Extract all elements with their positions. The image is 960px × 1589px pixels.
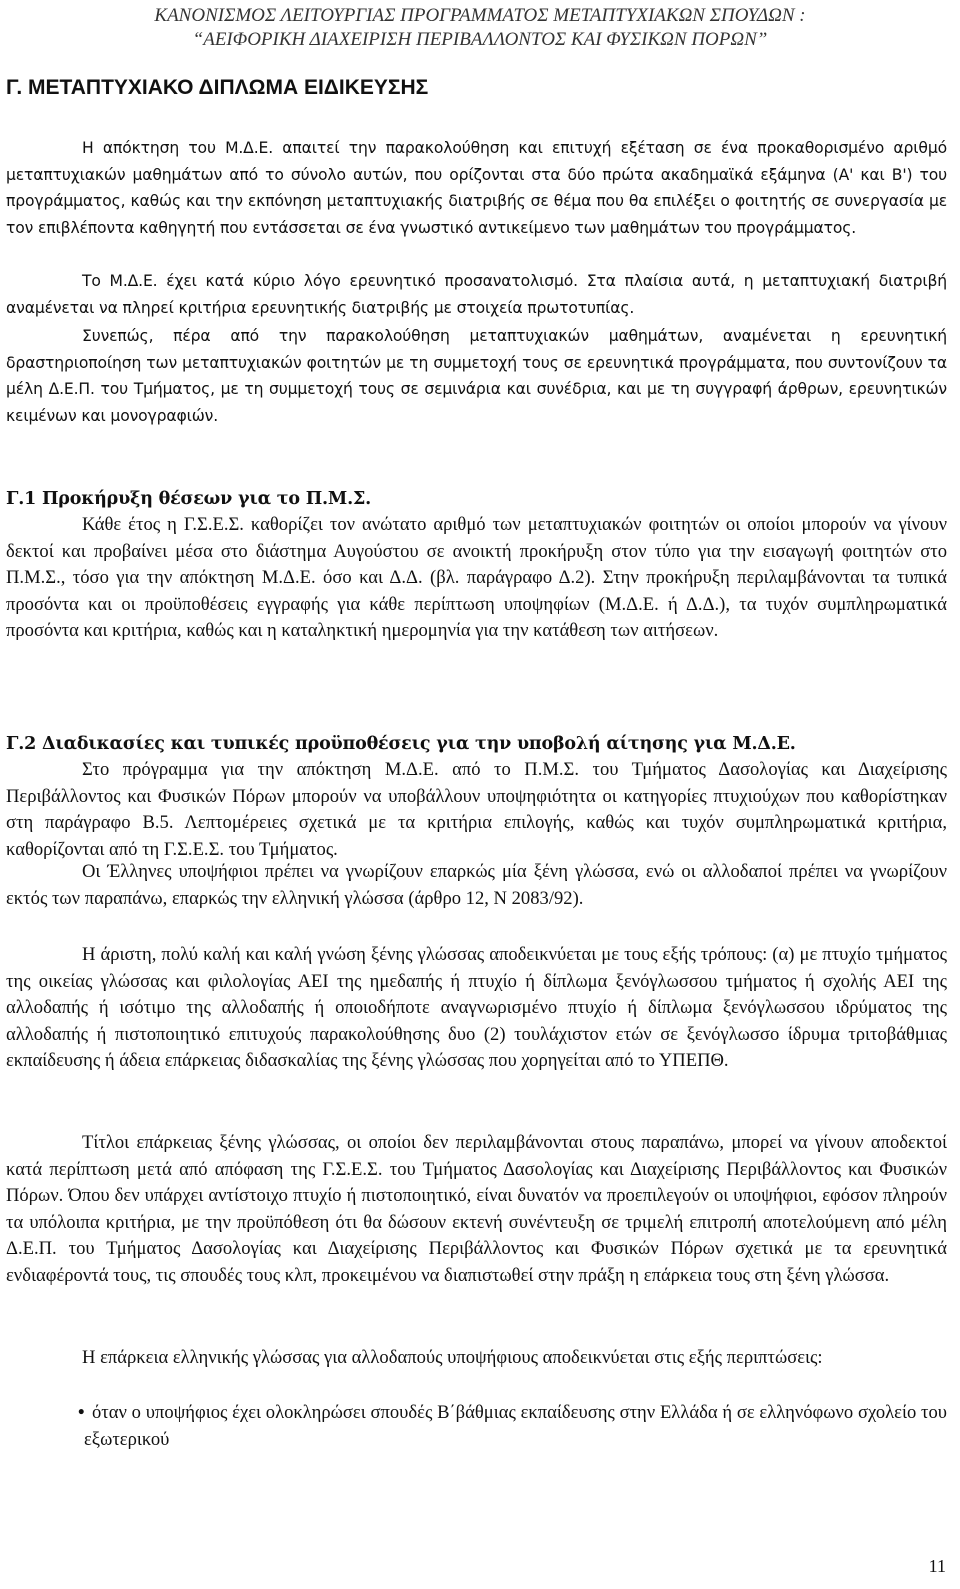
section-title-g2: Γ.2 Διαδικασίες και τυπικές προϋποθέσεις για την υποβολή αίτησης για Μ.Δ.Ε. <box>6 734 796 754</box>
paragraph-g2-1: Στο πρόγραμμα για την απόκτηση Μ.Δ.Ε. από το Π.Μ.Σ. του Τμήματος Δασολογίας και Διαχείρισης Περιβάλλοντος και Φυσικών Πόρων μπορούν να υποβάλλουν υποψηφιότητα οι κατηγορίες πτυχιούχων που καθορίστηκαν στη παράγραφο Β.5. Λεπτομέρειες σχετικά με τα κριτήρια επιλογής, καθώς και τυχόν συμπληρωματικά κριτήρια, καθορίζονται από τη Γ.Σ.Ε.Σ. του Τμήματος. <box>6 759 947 860</box>
header-line-2: “ΑΕΙΦΟΡΙΚΗ ΔΙΑΧΕΙΡΙΣΗ ΠΕΡΙΒΑΛΛΟΝΤΟΣ ΚΑΙ ΦΥΣΙΚΩΝ ΠΟΡΩΝ” <box>192 29 768 50</box>
bullet-icon: • <box>78 1402 85 1423</box>
paragraph-g-2: Το Μ.Δ.Ε. έχει κατά κύριο λόγο ερευνητικό προσανατολισμό. Στα πλαίσια αυτά, η μεταπτυχιακή διατριβή αναμένεται να πληρεί κριτήρια ερευνητικής διατριβής με στοιχεία πρωτοτυπίας. <box>6 272 947 317</box>
running-header <box>0 4 960 52</box>
page-number: 11 <box>928 1556 946 1576</box>
paragraph-g2-3: Η άριστη, πολύ καλή και καλή γνώση ξένης γλώσσας αποδεικνύεται με τους εξής τρόπους: (α) με πτυχίο τμήματος της οικείας γλώσσας και φιλολογίας ΑΕΙ της ημεδαπής ή πτυχίο ή δίπλωμα ξενόγλωσσου τμήματος ή σχολής ΑΕΙ της αλλοδαπής ή ισότιμο της αλλοδαπής ή οποιοδήποτε αναγνωρισμένο πτυχίο ή δίπλωμα ξενόγλωσσου ιδρύματος της αλλοδαπής ή πιστοποιητικό επιτυχούς παρακολούθησης δυο (2) τουλάχιστον ετών σε ξενόγλωσσο ίδρυμα τριτοβάθμιας εκπαίδευσης ή άδεια επάρκειας διδασκαλίας της ξένης γλώσσας που χορηγείται από το ΥΠΕΠΘ. <box>6 944 947 1072</box>
bullet-text: όταν ο υποψήφιος έχει ολοκληρώσει σπουδές Β΄βάθμιας εκπαίδευσης στην Ελλάδα ή σε ελληνόφωνο σχολείο του εξωτερικού <box>84 1402 947 1450</box>
list-item-bullet <box>78 1400 947 1453</box>
paragraph-g-1: Η απόκτηση του Μ.Δ.Ε. απαιτεί την παρακολούθηση και επιτυχή εξέταση σε ένα προκαθορισμένο αριθμό μεταπτυχιακών μαθημάτων από το σύνολο αυτών, που ορίζονται στα δύο πρώτα ακαδημαϊκά εξάμηνα (Α' και Β') του προγράμματος, καθώς και την εκπόνηση μεταπτυχιακής διατριβής σε θέμα που θα επιλέξει ο φοιτητής σε συνεργασία με τον επιβλέποντα καθηγητή που εντάσσεται σε ένα γνωστικό αντικείμενο των μαθημάτων του προγράμματος. <box>6 139 947 238</box>
paragraph-g2-4: Τίτλοι επάρκειας ξένης γλώσσας, οι οποίοι δεν περιλαμβάνονται στους παραπάνω, μπορεί να γίνουν αποδεκτοί κατά περίπτωση μετά από απόφαση της Γ.Σ.Ε.Σ. του Τμήματος Δασολογίας και Διαχείρισης Περιβάλλοντος και Φυσικών Πόρων. Όπου δεν υπάρχει αντίστοιχο πτυχίο ή πιστοποιητικό, είναι δυνατόν να προεπιλεγούν οι υποψήφιοι, εφόσον πληρούν τα υπόλοιπα κριτήρια, με την προϋπόθεση ότι θα δώσουν εκτενή συνέντευξη σε τριμελή επιτροπή αποτελούμενη από μέλη Δ.Ε.Π. του Τμήματος Δασολογίας και Διαχείρισης Περιβάλλοντος και Φυσικών Πόρων σχετικά με τα ερευνητικά ενδιαφέροντά τους, τις σπουδές τους κλπ, προκειμένου να διαπιστωθεί στην πράξη η επάρκεια τους στη ξένη γλώσσα. <box>6 1132 947 1286</box>
header-line-1: ΚΑΝΟΝΙΣΜΟΣ ΛΕΙΤΟΥΡΓΙΑΣ ΠΡΟΓΡΑΜΜΑΤΟΣ ΜΕΤΑΠΤΥΧΙΑΚΩΝ ΣΠΟΥΔΩΝ : <box>154 5 806 26</box>
paragraph-g2-5: Η επάρκεια ελληνικής γλώσσας για αλλοδαπούς υποψήφιους αποδεικνύεται στις εξής περιπτώσεις: <box>82 1347 823 1368</box>
paragraph-g1-1: Κάθε έτος η Γ.Σ.Ε.Σ. καθορίζει τον ανώτατο αριθμό των μεταπτυχιακών φοιτητών οι οποίοι μπορούν να γίνουν δεκτοί και προβαίνει μέσα στο διάστημα Αυγούστου σε ανοικτή προκήρυξη στον τύπο για την εισαγωγή φοιτητών στο Π.Μ.Σ., τόσο για την απόκτηση Μ.Δ.Ε. όσο και Δ.Δ. (βλ. παράγραφο Δ.2). Στην προκήρυξη περιλαμβάνονται τα τυπικά προσόντα και οι προϋποθέσεις εγγραφής για κάθε περίπτωση υποψηφίων (Μ.Δ.Ε. ή Δ.Δ.), τα τυχόν συμπληρωματικά προσόντα και κριτήρια, καθώς και η καταληκτική ημερομηνία για την κατάθεση των αιτήσεων. <box>6 514 947 642</box>
paragraph-g2-2: Οι Έλληνες υποψήφιοι πρέπει να γνωρίζουν επαρκώς μία ξένη γλώσσα, ενώ οι αλλοδαποί πρέπει να γνωρίζουν εκτός των παραπάνω, επαρκώς την ελληνική γλώσσα (άρθρο 12, Ν 2083/92). <box>6 861 947 909</box>
paragraph-g-3: Συνεπώς, πέρα από την παρακολούθηση μεταπτυχιακών μαθημάτων, αναμένεται η ερευνητική δραστηριοποίηση των μεταπτυχιακών φοιτητών με τη συμμετοχή τους σε ερευνητικά προγράμματα, που συντονίζουν τα μέλη Δ.Ε.Π. του Τμήματος, με τη συμμετοχή τους σε σεμινάρια και συνέδρια, και με τη συγγραφή άρθρων, ερευνητικών κειμένων και μονογραφιών. <box>6 327 947 426</box>
section-title-g1: Γ.1 Προκήρυξη θέσεων για το Π.Μ.Σ. <box>6 489 372 509</box>
section-title-g: Γ. ΜΕΤΑΠΤΥΧΙΑΚΟ ΔΙΠΛΩΜΑ ΕΙΔΙΚΕΥΣΗΣ <box>6 76 429 99</box>
